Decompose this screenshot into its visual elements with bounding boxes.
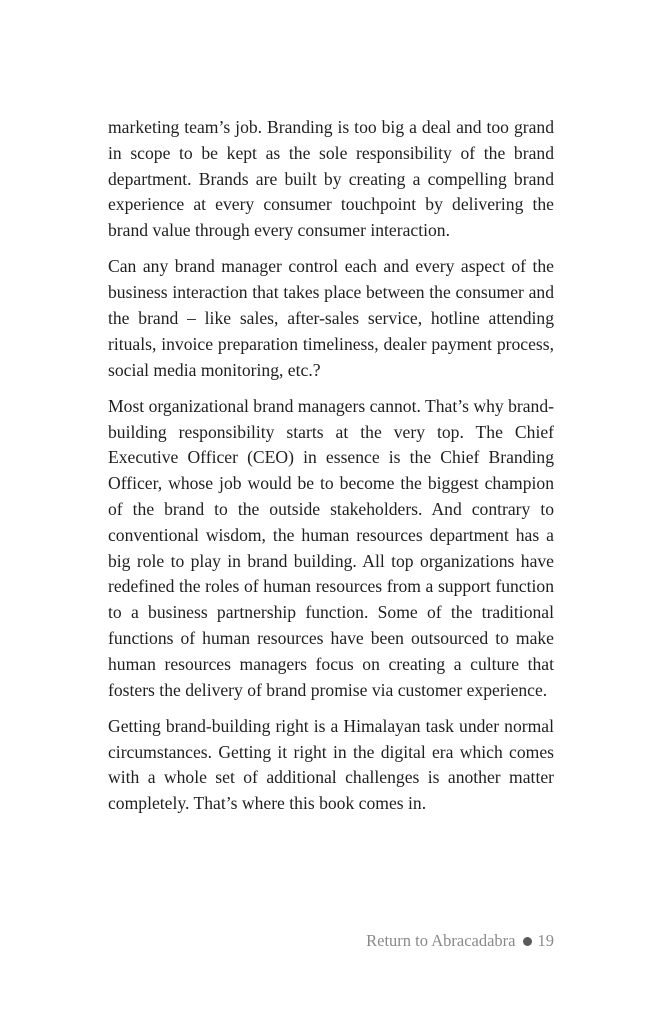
paragraph: Can any brand manager control each and every aspect of the business interaction that takes place between the consumer and the brand – like sales, after-sales service, hotline attending rituals, invoice preparation timeliness, dealer payment process, social media monitoring, etc.? <box>108 256 554 380</box>
body-text <box>108 115 554 827</box>
running-title: Return to Abracadabra <box>366 931 516 950</box>
page-number: 19 <box>537 931 554 950</box>
paragraph: marketing team’s job. Branding is too big a deal and too grand in scope to be kept as the sole responsibility of the brand department. Brands are built by creating a compelling brand experience at every consumer touchpoint by delivering the brand value through every consumer interaction. <box>108 117 554 241</box>
page-footer <box>366 931 554 951</box>
paragraph: Getting brand-building right is a Himalayan task under normal circumstances. Getting it right in the digital era which comes with a whole set of additional challenges is another matter completely. That’s where this book comes in. <box>108 715 554 814</box>
bullet-icon <box>523 937 532 946</box>
paragraph: Most organizational brand managers cannot. That’s why brand-building responsibility starts at the very top. The Chief Executive Officer (CEO) in essence is the Chief Branding Officer, whose job would be to become the biggest champion of the brand to the outside stakeholders. And contrary to conventional wisdom, the human resources department has a big role to play in brand building. All top organizations have redefined the roles of human resources from a support function to a business partnership function. Some of the traditional functions of human resources have been outsourced to make human resources managers focus on creating a culture that fosters the delivery of brand promise via customer experience. <box>108 395 554 700</box>
